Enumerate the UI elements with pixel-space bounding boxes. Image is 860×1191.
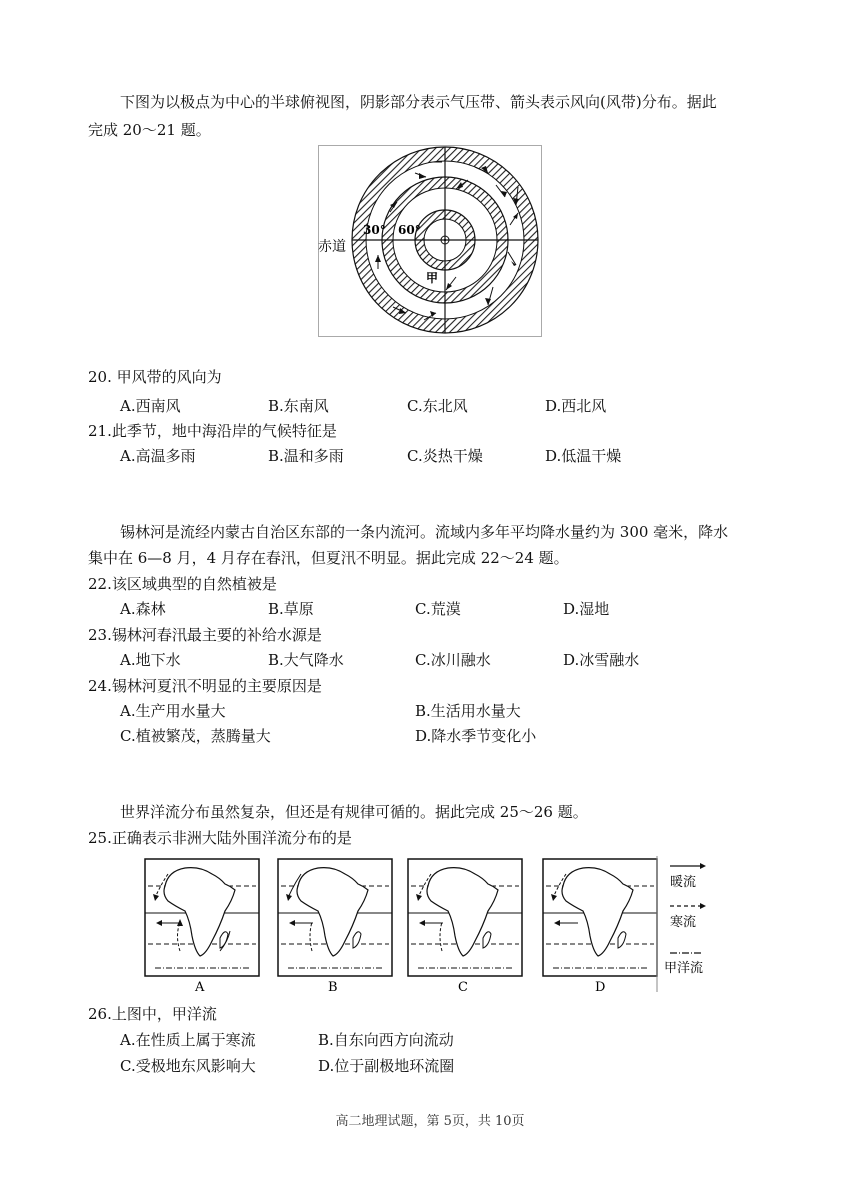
panel-a-label: A: [195, 980, 205, 995]
label-equator: 赤道: [318, 239, 346, 255]
label-jia: 甲: [426, 271, 439, 285]
q24-option-d: D.降水季节变化小: [415, 727, 537, 745]
panel-a: [145, 859, 259, 995]
q22-option-c: C.荒漠: [415, 600, 461, 618]
q23-option-c: C.冰川融水: [415, 651, 491, 669]
panel-d-label: D: [595, 980, 606, 995]
intro-passage-1-line1: 下图为以极点为中心的半球俯视图，阴影部分表示气压带、箭头表示风向(风带)分布。据此: [120, 93, 717, 111]
q24-option-c: C.植被繁茂，蒸腾量大: [120, 727, 271, 745]
label-60: 60°: [398, 223, 421, 237]
q21-option-a: A.高温多雨: [120, 447, 196, 465]
q20-stem: 20. 甲风带的风向为: [88, 368, 222, 386]
q26-option-d: D.位于副极地环流圈: [318, 1057, 455, 1075]
ocean-currents-figure: [140, 856, 720, 996]
q23-stem: 23.锡林河春汛最主要的补给水源是: [88, 626, 322, 644]
q20-option-a: A.西南风: [120, 397, 181, 415]
page-footer: 高二地理试题，第 5页，共 10页: [335, 1114, 525, 1129]
panel-d: [543, 859, 657, 995]
q21-option-b: B.温和多雨: [268, 447, 344, 465]
q23-option-a: A.地下水: [120, 651, 181, 669]
q22-option-b: B.草原: [268, 600, 314, 618]
q20-option-b: B.东南风: [268, 397, 329, 415]
panel-b-label: B: [328, 980, 338, 995]
legend-warm: 暖流: [670, 875, 697, 890]
q20-option-d: D.西北风: [545, 397, 607, 415]
q24-option-b: B.生活用水量大: [415, 702, 521, 720]
legend: [664, 863, 706, 976]
q25-stem: 25.正确表示非洲大陆外围洋流分布的是: [88, 829, 352, 847]
hemisphere-figure: [318, 145, 542, 337]
q23-option-d: D.冰雪融水: [563, 651, 640, 669]
q21-option-c: C.炎热干燥: [407, 447, 483, 465]
q24-option-a: A.生产用水量大: [120, 702, 226, 720]
intro-passage-2-line2: 集中在 6—8 月，4 月存在春汛，但夏汛不明显。据此完成 22～24 题。: [88, 549, 569, 567]
q26-option-a: A.在性质上属于寒流: [120, 1031, 256, 1049]
q22-option-d: D.湿地: [563, 600, 610, 618]
panel-b: [278, 859, 392, 995]
q21-stem: 21.此季节，地中海沿岸的气候特征是: [88, 422, 337, 440]
q22-stem: 22.该区域典型的自然植被是: [88, 575, 277, 593]
panel-c-label: C: [458, 980, 468, 995]
intro-passage-2-line1: 锡林河是流经内蒙古自治区东部的一条内流河。流域内多年平均降水量约为 300 毫米，降水: [120, 523, 729, 541]
q20-option-c: C.东北风: [407, 397, 468, 415]
q26-stem: 26.上图中，甲洋流: [88, 1005, 217, 1023]
q26-option-b: B.自东向西方向流动: [318, 1031, 454, 1049]
legend-jia-current: 甲洋流: [664, 961, 704, 976]
legend-cold: 寒流: [670, 915, 697, 930]
q24-stem: 24.锡林河夏汛不明显的主要原因是: [88, 677, 322, 695]
q22-option-a: A.森林: [120, 600, 166, 618]
q26-option-c: C.受极地东风影响大: [120, 1057, 256, 1075]
label-30: 30°: [363, 223, 386, 237]
panel-c: [408, 859, 522, 995]
intro-passage-3: 世界洋流分布虽然复杂，但还是有规律可循的。据此完成 25～26 题。: [120, 803, 588, 821]
q21-option-d: D.低温干燥: [545, 447, 622, 465]
q23-option-b: B.大气降水: [268, 651, 344, 669]
intro-passage-1-line2: 完成 20～21 题。: [88, 121, 211, 139]
